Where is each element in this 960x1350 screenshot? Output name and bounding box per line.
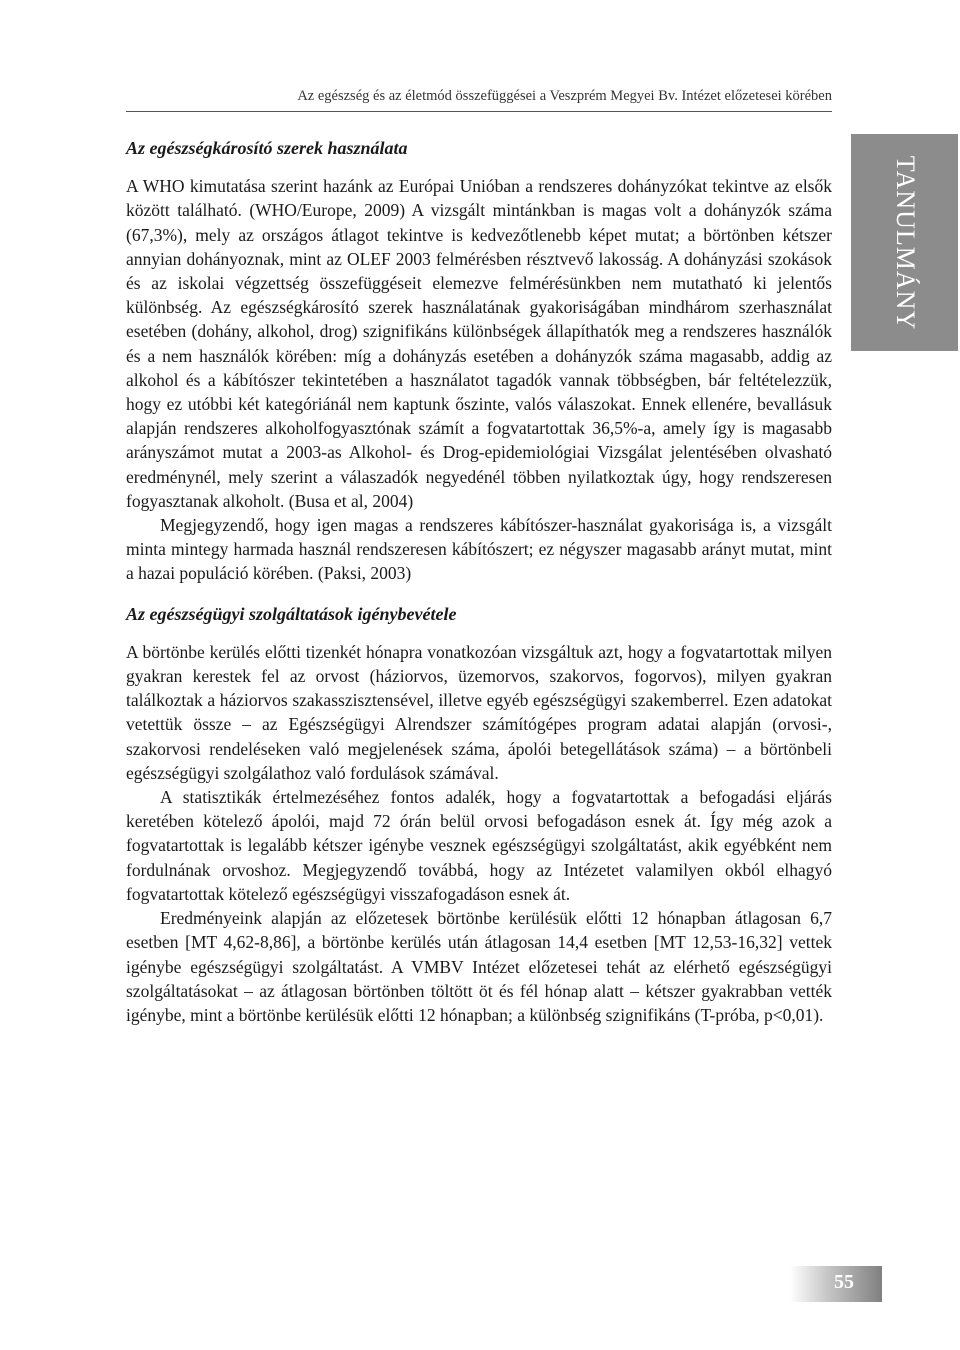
page-number: 55 — [834, 1271, 854, 1293]
paragraph-health-services-1: A börtönbe kerülés előtti tizenkét hónapra vonatkozóan vizsgáltuk azt, hogy a fogvatartottak milyen gyakran kerestek fel az orvost (háziorvos, üzemorvos, szakorvos, fogorvos), milyen gyakran találkoztak a háziorvos szakasszisztensével, illetve egyéb egészségügyi szakemberrel. Ezen adatokat vetettük össze – az Egészségügyi Alrendszer számítógépes program adatai alapján (orvosi-, szakorvosi rendeléseken való megjelenések száma, ápolói betegellátások száma) – a börtönbeli egészségügyi szolgálathoz való fordulások számával. — [126, 641, 832, 783]
header-rule — [126, 111, 832, 112]
paragraph-health-services-2: A statisztikák értelmezéséhez fontos adalék, hogy a fogvatartottak a befogadási eljárás keretében kötelező ápolói, majd 72 órán belül orvosi befogadáson esnek át. Így még azok a fogvatartottak is legalább kétszer igénybe vesznek egészségügyi szolgáltatást, akik egyébként nem fordulnának orvoshoz. Megjegyzendő továbbá, hogy az Intézetet valamilyen okból elhagyó fogvatartottak kötelező egészségügyi visszafogadáson esnek át. — [126, 787, 832, 904]
section-heading-health-services: Az egészségügyi szolgáltatások igénybevétele — [126, 603, 457, 624]
section-heading-substance-use: Az egészségkárosító szerek használata — [126, 138, 408, 158]
paragraph-health-services-3: Eredményeink alapján az előzetesek börtönbe kerülésük előtti 12 hónapban átlagosan 6,7 esetben [MT 4,62-8,86], a börtönbe kerülés után átlagosan 14,4 esetben [MT 12,53-16,32] vettek igénybe egészségügyi szolgáltatást. A VMBV Intézet előzetesei tehát az elérhető egészségügyi szolgáltatásokat – az átlagosan börtönben töltött öt és fél hónap alatt – kétszer gyakrabban vették igénybe, mint a börtönbe kerülésük előtti 12 hónapban; a különbség szignifikáns (T-próba, p<0,01). — [126, 908, 832, 1025]
paragraph-substance-use-2: Megjegyzendő, hogy igen magas a rendszeres kábítószer-használat gyakorisága is, a vizsgált minta mintegy harmada használ rendszeresen kábítószert; ez négyszer magasabb arányt mutat, mint a hazai populáció körében. (Paksi, 2003) — [126, 515, 832, 584]
paragraph-substance-use-1: A WHO kimutatása szerint hazánk az Európai Unióban a rendszeres dohányzókat tekintve az elsők között található. (WHO/Europe, 2009) A vizsgált mintánkban is magas volt a dohányzók száma (67,3%), mely az országos átlagot tekintve is kedvezőtlenebb képet mutat; a börtönben kétszer annyian dohányoznak, mint az OLEF 2003 felmérésben résztvevő lakosság. A dohányzási szokások és az iskolai végzettség összefüggéseit elemezve felmérésünkben nem mutatható ki jelentős különbség. Az egészségkárosító szerek használatának gyakoriságában mindhárom szerhasználat esetében (dohány, alkohol, drog) szignifikáns különbségek állapíthatók meg a rendszeres használók és a nem használók körében: míg a dohányzás esetében a dohányzók száma magasabb, addig az alkohol és a kábítószer tekintetében a használatot tagadók vannak többségben, bár feltételezzük, hogy ez utóbbi két kategóriánál nem kaptunk őszinte, valós válaszokat. Ennek ellenére, bevallásuk alapján rendszeres alkoholfogyasztónak számít a fogvatartottak 36,5%-a, amely így is magasabb arányszámot mutat a 2003-as Alkohol- és Drog-epidemiológiai Vizsgálat jelentésében olvasható eredménynél, mely szerint a válaszadók negyedénél többen nyilatkoztak úgy, hogy rendszeresen fogyasztanak alkoholt. (Busa et al, 2004) — [126, 176, 832, 511]
page-number-box — [790, 1266, 882, 1302]
article-body — [126, 136, 832, 1027]
side-tab-label: TANULMÁNY — [890, 155, 920, 330]
running-header: Az egészség és az életmód összefüggései a Veszprém Megyei Bv. Intézet előzetesei körében — [297, 88, 832, 104]
side-tab — [851, 134, 958, 351]
